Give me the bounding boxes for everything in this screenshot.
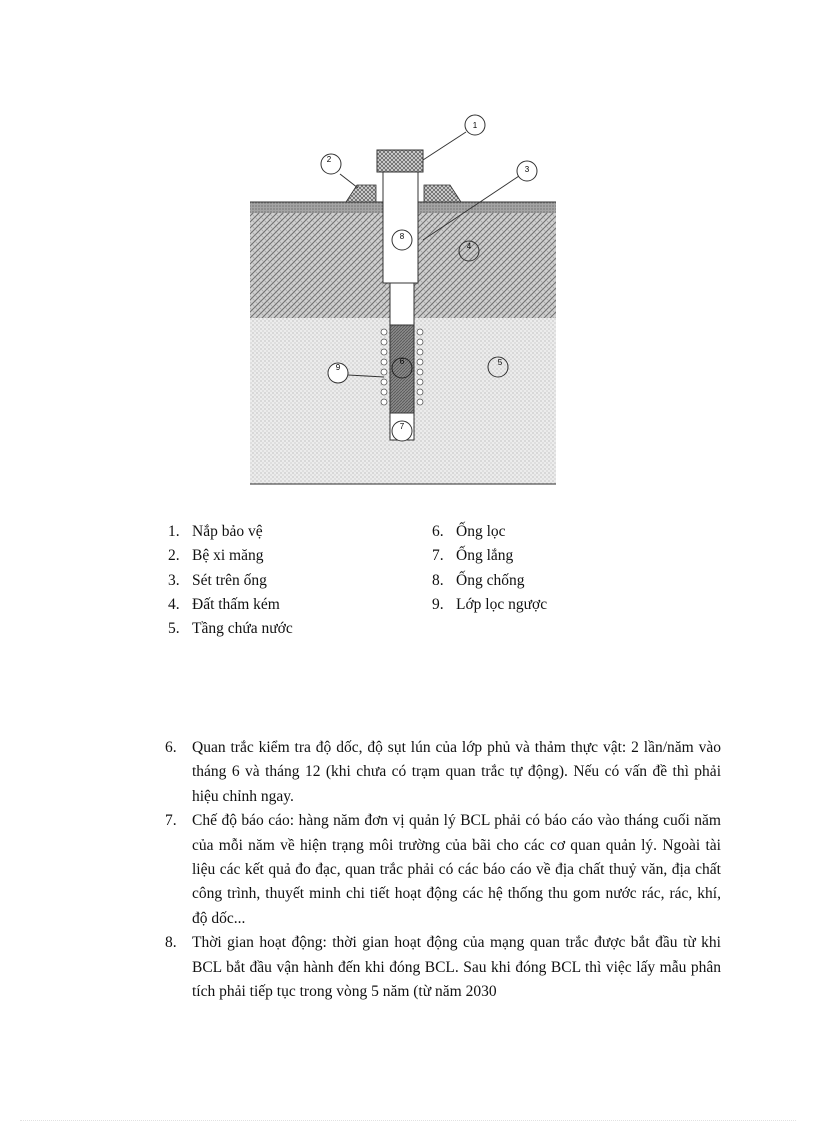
svg-text:4: 4	[466, 242, 472, 251]
list-item: 6. Quan trắc kiểm tra độ dốc, độ sụt lún của lớp phủ và thảm thực vật: 2 lần/năm vào tháng 6 và tháng 12 (khi chưa có trạm quan trắc tự động). Nếu có vấn đề thì phải hiệu chỉnh ngay.	[165, 739, 721, 805]
svg-text:6: 6	[399, 357, 405, 366]
callout-7	[392, 421, 412, 441]
well-diagram	[240, 100, 570, 490]
svg-text:9: 9	[335, 363, 341, 372]
casing-pipe	[383, 172, 418, 283]
numbered-list	[165, 736, 721, 1004]
svg-text:1: 1	[472, 121, 478, 130]
list-item: 8. Thời gian hoạt động: thời gian hoạt động của mạng quan trắc được bắt đầu từ khi BCL bắt đầu vận hành đến khi đóng BCL. Sau khi đóng BCL thì việc lấy mẫu phân tích phải tiếp tục trong vòng 5 năm (từ năm 2030	[165, 934, 721, 1001]
svg-text:3: 3	[524, 165, 530, 174]
legend-item: 8. Ống chống	[432, 571, 525, 589]
legend-left	[168, 520, 293, 641]
legend-item: 1. Nắp bảo vệ	[168, 523, 263, 540]
svg-text:7: 7	[399, 422, 405, 431]
concrete-base-right	[424, 185, 461, 202]
callout-8	[392, 230, 412, 250]
legend-item: 7. Ống lắng	[432, 547, 514, 565]
legend-item: 4. Đất thấm kém	[168, 595, 280, 613]
legend-item: 3. Sét trên ống	[168, 571, 267, 589]
screen-pipe	[390, 325, 414, 413]
legend-item: 6. Ống lọc	[432, 523, 506, 540]
svg-text:2: 2	[326, 155, 332, 164]
legend-item: 2. Bệ xi măng	[168, 547, 264, 565]
callout-3	[517, 161, 537, 181]
callout-1	[465, 115, 485, 135]
callout-2	[321, 154, 341, 174]
svg-text:5: 5	[497, 358, 503, 367]
concrete-base-left	[346, 185, 376, 202]
list-item: 7. Chế độ báo cáo: hàng năm đơn vị quản lý BCL phải có báo cáo vào tháng cuối năm của mỗi năm về hiện trạng môi trường của bãi cho các cơ quan quản lý. Ngoài tài liệu các kết quả đo đạc, quan trắc phải có các báo cáo về địa chất thuỷ văn, địa chất công trình, thuyết minh chi tiết hoạt động các hệ thống thu gom nước rác, rác, khí, độ dốc...	[165, 812, 721, 927]
protective-cap	[377, 150, 423, 172]
svg-text:8: 8	[399, 232, 405, 241]
callout-9	[328, 363, 348, 383]
legend-item: 9. Lớp lọc ngược	[432, 595, 548, 613]
page-bottom-rule	[20, 1120, 796, 1121]
legend-item: 5. Tầng chứa nước	[168, 620, 293, 638]
inner-casing	[390, 283, 414, 325]
legend-right	[432, 520, 547, 617]
